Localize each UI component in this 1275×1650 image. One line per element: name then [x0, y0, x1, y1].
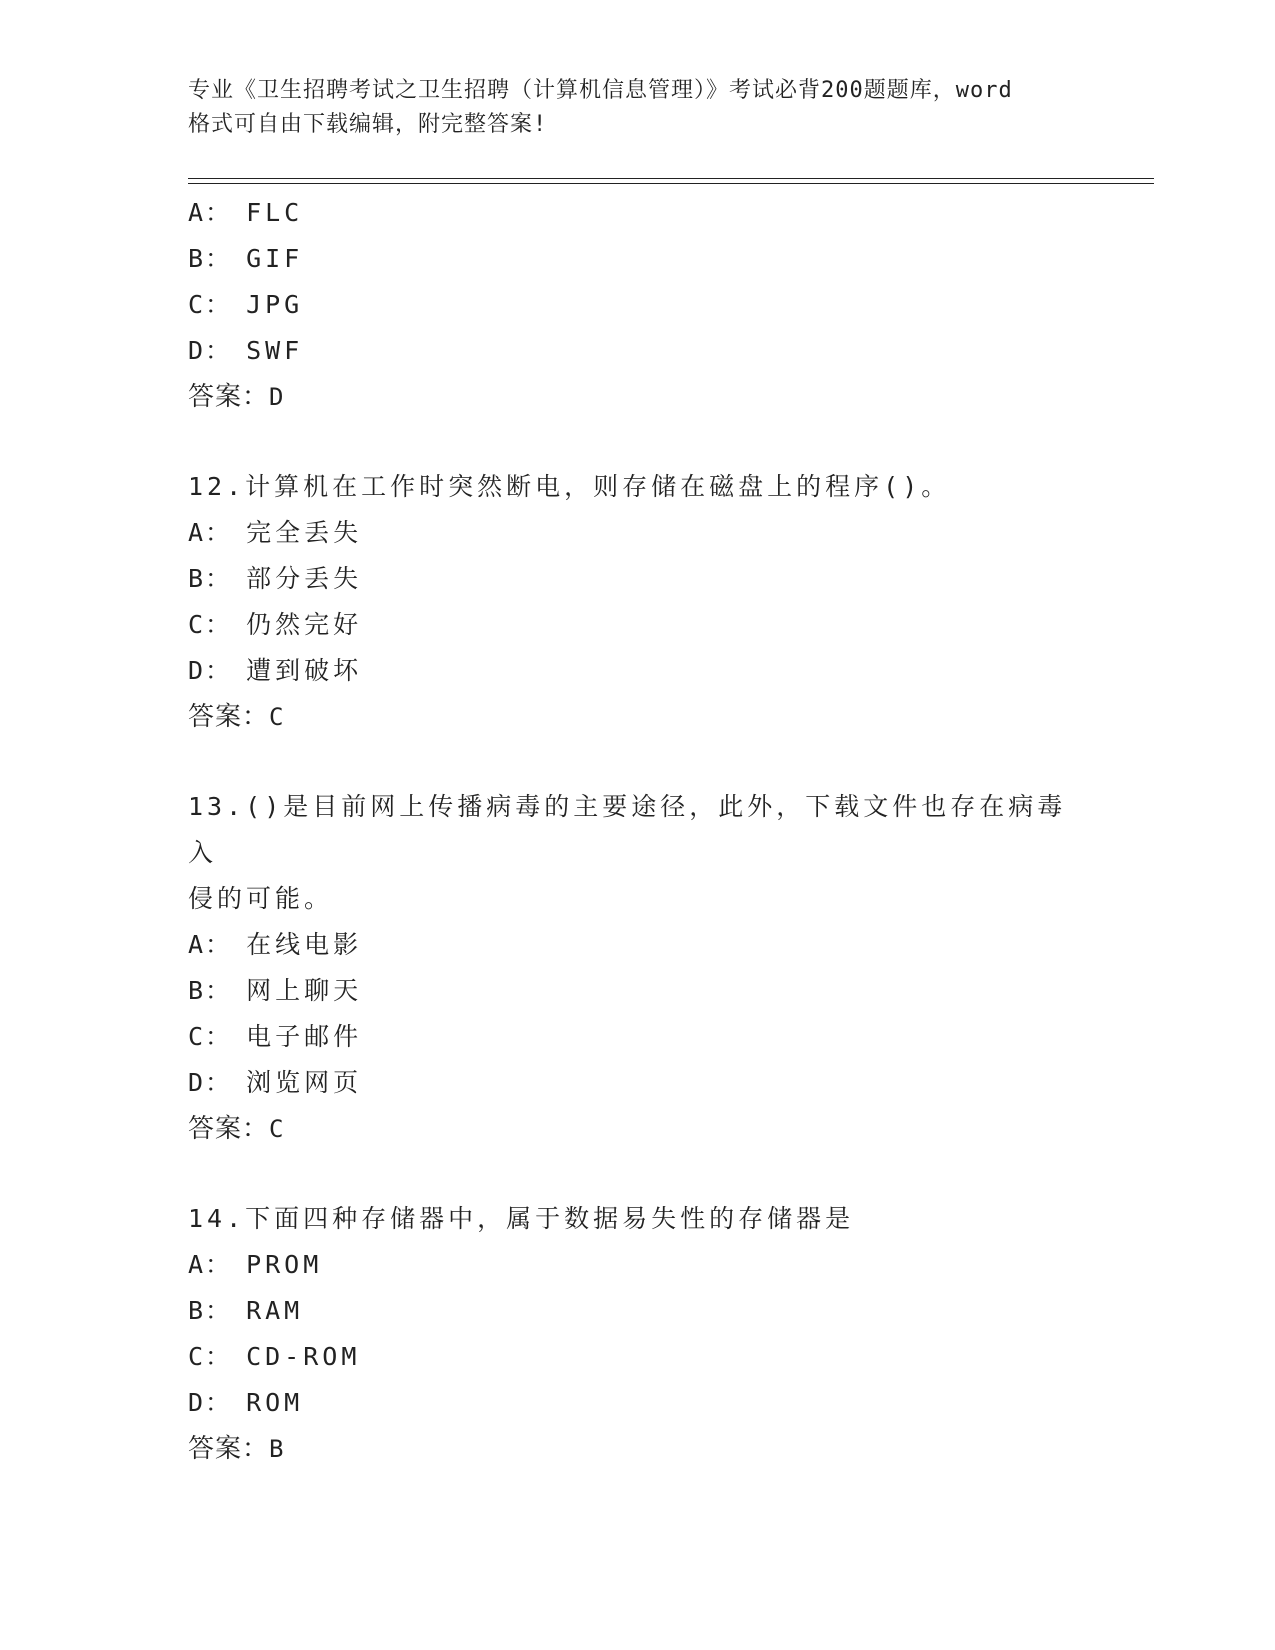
answer-line: 答案：C: [188, 1114, 285, 1144]
answer-line: 答案：C: [188, 702, 285, 732]
question-block-14: [188, 1196, 1128, 1472]
option-a: A： FLC: [188, 198, 304, 227]
question-list: [188, 190, 1128, 1472]
option-a: A： 完全丢失: [188, 518, 363, 547]
header-line-1: 专业《卫生招聘考试之卫生招聘（计算机信息管理）》考试必背200题题库，word: [188, 78, 1013, 103]
option-d: D： ROM: [188, 1388, 304, 1417]
option-b: B： 网上聊天: [188, 976, 363, 1005]
option-d: D： 浏览网页: [188, 1068, 363, 1097]
answer-value: D: [269, 383, 285, 411]
option-c: C： CD-ROM: [188, 1342, 361, 1371]
question-text: 12.计算机在工作时突然断电，则存储在磁盘上的程序()。: [188, 472, 951, 501]
answer-line: 答案：B: [188, 1434, 285, 1464]
question-text-line-1: 13.()是目前网上传播病毒的主要途径，此外，下载文件也存在病毒入: [188, 792, 1067, 867]
option-c: C： JPG: [188, 290, 304, 319]
question-block-12: [188, 464, 1128, 740]
answer-value: B: [269, 1435, 285, 1463]
question-block-11: [188, 190, 1128, 420]
header-divider-bottom: [188, 183, 1154, 184]
header-line-2: 格式可自由下载编辑，附完整答案!: [188, 112, 548, 137]
option-d: D： SWF: [188, 336, 304, 365]
header-divider-top: [188, 178, 1154, 179]
answer-line: 答案：D: [188, 382, 285, 412]
option-a: A： PROM: [188, 1250, 323, 1279]
question-text-line-2: 侵的可能。: [188, 884, 334, 913]
option-b: B： 部分丢失: [188, 564, 363, 593]
answer-value: C: [269, 703, 285, 731]
option-b: B： GIF: [188, 244, 304, 273]
question-block-13: [188, 784, 1128, 1152]
document-header: [188, 74, 1108, 142]
option-d: D： 遭到破坏: [188, 656, 363, 685]
question-text: 14.下面四种存储器中，属于数据易失性的存储器是: [188, 1204, 855, 1233]
option-a: A： 在线电影: [188, 930, 363, 959]
option-b: B： RAM: [188, 1296, 304, 1325]
option-c: C： 电子邮件: [188, 1022, 363, 1051]
answer-value: C: [269, 1115, 285, 1143]
option-c: C： 仍然完好: [188, 610, 363, 639]
